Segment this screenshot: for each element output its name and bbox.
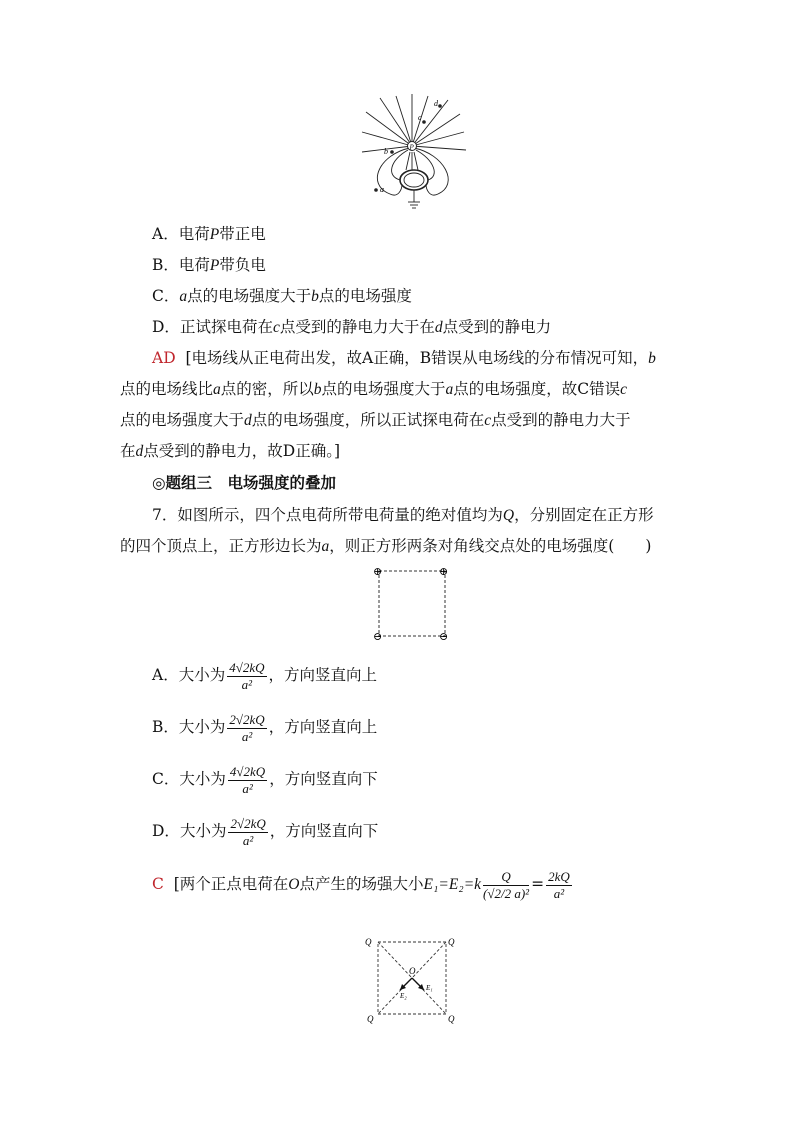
label-b: b	[384, 147, 388, 156]
charge-label-tl: Q	[365, 937, 372, 947]
q7-option-d: D．大小为 $\frac{2√2kQ}{\text{a²}}$ ，方向竖直向下	[152, 815, 379, 848]
label-d: d	[434, 99, 438, 108]
vector-label-e1: E₁	[426, 984, 433, 992]
q7-option-c: C．大小为 $\frac{4√2kQ}{\text{a²}}$ ，方向竖直向下	[152, 763, 378, 796]
q6-option-c: C．a点的电场强度大于b点的电场强度	[152, 287, 412, 305]
label-c: c	[418, 113, 422, 122]
charge-top-left: ⊕	[373, 566, 383, 578]
vector-label-e2: E₂	[400, 992, 407, 1000]
q6-answer: AD	[152, 349, 176, 367]
label-p: P	[409, 143, 414, 152]
charge-square-diagram	[370, 564, 456, 644]
q7-stem-line2: 的四个顶点上，正方形边长为a，则正方形两条对角线交点处的电场强度( )	[120, 537, 652, 555]
label-a: a	[380, 185, 384, 194]
charge-label-tr: Q	[448, 937, 455, 947]
center-label-o: O	[409, 966, 416, 976]
q6-explanation-line4: 在d点受到的静电力，故D正确。]	[120, 442, 340, 460]
q6-explanation-line3: 点的电场强度大于d点的电场强度，所以正试探电荷在c点受到的静电力大于	[120, 411, 631, 429]
q6-explanation-line2: 点的电场线比a点的密，所以b点的电场强度大于a点的电场强度，故C错误c	[120, 380, 628, 398]
section-heading: ◎题组三 电场强度的叠加	[152, 473, 337, 492]
q7-stem-line1: 7．如图所示，四个点电荷所带电荷量的绝对值均为Q，分别固定在正方形	[152, 506, 654, 524]
q7-option-a: A．大小为 $\frac{4√2kQ}{\text{a²}}$ ，方向竖直向上	[152, 659, 378, 692]
charge-bottom-right: ⊖	[439, 631, 449, 643]
charge-top-right: ⊕	[439, 566, 449, 578]
q6-option-d: D．正试探电荷在c点受到的静电力大于在d点受到的静电力	[152, 318, 552, 336]
electric-field-diagram	[360, 94, 470, 214]
q6-option-b: B．电荷P带负电	[152, 256, 266, 274]
charge-label-bl: Q	[367, 1014, 374, 1024]
q7-answer: C	[152, 875, 164, 893]
field-superposition-diagram	[362, 934, 462, 1026]
q7-option-b: B．大小为 $\frac{2√2kQ}{\text{a²}}$ ，方向竖直向上	[152, 711, 378, 744]
charge-bottom-left: ⊖	[373, 631, 383, 643]
q6-explanation-line1: AD [电场线从正电荷出发，故A正确，B错误从电场线的分布情况可知，b	[152, 349, 656, 367]
charge-label-br: Q	[448, 1014, 455, 1024]
q6-option-a: A．电荷P带正电	[152, 225, 266, 243]
q7-explanation: C [两个正点电荷在O点产生的场强大小E₁=E₂=k $\frac{Q}{\text{(√2/2 a)²}}$ = $\frac{2kQ}{\text{a²}}$	[152, 868, 570, 901]
